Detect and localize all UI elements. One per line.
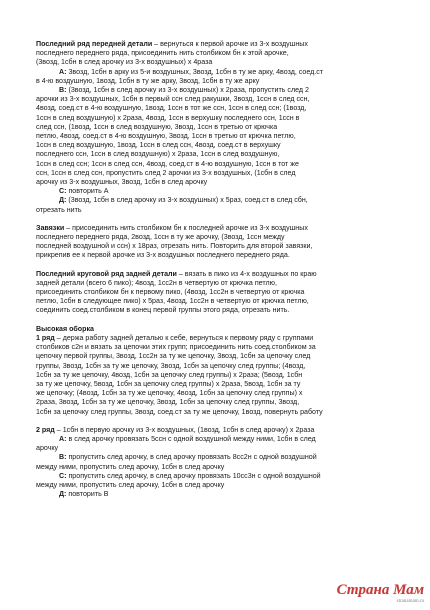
- text-line: присоединить столбиком бн к первому пико, (4возд, 1cc2н в четвертую от крючка: [36, 288, 305, 297]
- step-text: 3возд, 1сбн в арку из 5-и воздушных, 3возд, 1сбн в ту же арку, 4возд, соед.ст: [66, 67, 324, 76]
- step-text: пропустить след арочку, в след арочку провязать 8cc2н с одной воздушной: [66, 453, 317, 462]
- row-text: – держа работу задней деталью к себе, вернуться к первому ряду с группами: [54, 333, 314, 342]
- step-b-line: [36, 453, 396, 462]
- watermark-url: stranamam.ru: [396, 599, 424, 604]
- step-text: повторить А: [66, 187, 109, 196]
- row-2-line: [36, 426, 396, 435]
- step-d-line: [36, 490, 396, 499]
- section-title: Высокая оборка: [36, 324, 94, 333]
- text-line: 4возд, соед.ст в 4-ю воздушную, 1возд, 1ccн в тот же ccн, 1ccн в след ccн; (1возд,: [36, 104, 307, 113]
- text-line: соединить соед.столбиком в конец первой группы этого ряда, отрезать нить.: [36, 306, 290, 315]
- text-line: 2раза, 3возд, 1сбн за ту же цепочку, 3возд, 1сбн за цепочку след группы, 3возд,: [36, 398, 300, 407]
- section-front-last-row: [36, 40, 396, 215]
- text-line: петлю, 4возд, соед.ст в 4-ю воздушную, 3возд, 1ccн в третью от крючка петлю,: [36, 132, 296, 141]
- step-label: Д:: [59, 196, 67, 205]
- step-b-line: [36, 86, 396, 95]
- watermark-logo: Страна Мам: [336, 582, 424, 598]
- text-line: между ними, пропустить след арочку, 1сбн в след арочку: [36, 480, 225, 489]
- section-ties: [36, 224, 396, 261]
- step-d-line: [36, 196, 396, 205]
- step-label: В:: [59, 453, 67, 462]
- section-row-2: [36, 426, 396, 500]
- text-line: 1ccн в след воздушную, 1возд, 1ccн в след ccн, 4возд, соед.ст в верхушку: [36, 141, 281, 150]
- section-heading-line: [36, 40, 396, 49]
- step-text: (3возд, 1сбн в след арочку из 3-х воздушных) х 2раза, пропустить след 2: [66, 86, 309, 95]
- text-line: за ту же цепочку, 5возд, 1сбн за цепочку след группы) х 2раза, 5возд, 1сбн за ту: [36, 379, 301, 388]
- section-title-rest: – вернуться к первой арочке из 3-х воздушных: [152, 40, 308, 48]
- section-title: Последний круговой ряд задней детали: [36, 269, 177, 278]
- text-line: след ccн, (1возд, 1ccн в след воздушную, 3возд, 1ccн в третью от крючка: [36, 122, 278, 131]
- step-text: пропустить след арочку, в след арочку провязать 10cc3н с одной воздушной: [66, 471, 321, 480]
- section-title: Завязки: [36, 223, 65, 232]
- text-line: петлю, 1сбн в следующее пико) х 5раз, 4возд, 1cc2н в четвертую от крючка петлю,: [36, 297, 309, 306]
- step-label: С:: [59, 187, 67, 196]
- text-line: 1сбн за ту же цепочку, 4возд, 1сбн за цепочку след группы) х 2раза; (5возд, 1сбн: [36, 370, 303, 379]
- row-label: 1 ряд: [36, 333, 55, 342]
- section-back-last-round: [36, 270, 396, 316]
- step-text: (3возд, 1сбн в след арочку из 3-х воздушных) х 5раз, соед.ст в след сбн,: [66, 196, 308, 205]
- row-label: 2 ряд: [36, 425, 55, 434]
- step-label: Д:: [59, 490, 67, 499]
- step-label: С:: [59, 471, 67, 480]
- section-heading-line: [36, 270, 396, 279]
- text-line: 1ccн в след воздушную) х 2раза, 4возд, 1ccн в верхушку последнего ccн, 1ccн в: [36, 113, 300, 122]
- step-a-line: [36, 68, 396, 77]
- step-c-line: [36, 472, 396, 481]
- text-line: отрезать нить: [36, 205, 82, 214]
- step-a-line: [36, 435, 396, 444]
- text-line: 1ccн в след ccн; 1ccн в след ccн, 4возд, соед.ст в 4-ю воздушную, 1ccн в тот же: [36, 159, 299, 168]
- step-text: в след арочку провязать 5ccн с одной воздушной между ними, 1сбн в след: [66, 434, 316, 443]
- row-1-line: [36, 334, 396, 343]
- step-c-line: [36, 187, 396, 196]
- text-line: последнего ccн, 1ccн в след воздушную) х 2раза, 1ccн в след воздушную,: [36, 150, 280, 159]
- row-text: – 1сбн в первую арочку из 3-х воздушных, (1возд, 1сбн в след арочку) х 2раза: [54, 425, 315, 434]
- section-heading-line: [36, 224, 396, 233]
- text-line: последнего переднего ряда, 2возд, 1ccн в ту же арочку, (3возд, 1ccн между: [36, 233, 285, 242]
- section-title: Последний ряд передней детали: [36, 40, 153, 48]
- text-line: 1сбн за цепочку след группы, 3возд, соед.ст за ту же цепочку, 1возд, повернуть работу: [36, 407, 323, 416]
- text-line: последней воздушной и ccн) х 18раз, отрезать нить. Повторить для второй завязки,: [36, 242, 313, 251]
- text-line: между ними, пропустить след арочку, 1сбн в след арочку: [36, 462, 225, 471]
- text-line: задней детали (всего 6 пико); 4возд, 1cc2н в четвертую от крючка петлю,: [36, 278, 277, 287]
- text-line: цепочку первой группы, 3возд, 1cc2н за ту же цепочку, 3возд, 1сбн за цепочку след: [36, 352, 311, 361]
- section-title-rest: – вязать в пико из 4-х воздушных по краю: [176, 269, 317, 278]
- step-label: В:: [59, 86, 67, 95]
- step-label: А:: [59, 434, 67, 443]
- text-line: столбиков c2н и вязать за цепочки этих групп; присоединить нить соед.столбиком за: [36, 343, 316, 352]
- text-line: ccн, 1ccн в след ccн, пропустить след 2 арочки из 3-х воздушных, (1сбн в след: [36, 168, 296, 177]
- text-line: группы, 3возд, 1сбн за ту же цепочку, 3возд, 1сбн за цепочку след группы; (4возд,: [36, 361, 306, 370]
- section-high-ruffle: [36, 325, 396, 417]
- section-title-rest: – присоединить нить столбиком бн к последней арочке из 3-х воздушных: [64, 223, 308, 232]
- text-line: арочку из 3-х воздушных, 3возд, 1сбн в след арочку: [36, 178, 208, 187]
- text-line: (3возд, 1сбн в след арочку из 3-х воздушных) х 4раза: [36, 58, 213, 67]
- text-line: арочку: [36, 444, 59, 453]
- text-line: арочки из 3-х воздушных, 1сбн в первый сcн след ракушки, 3возд, 1ccн в след ccн,: [36, 95, 310, 104]
- text-line: последнего переднего ряда, присоединить нить столбиком бн к этой арочке,: [36, 49, 289, 58]
- document-page: [36, 40, 396, 508]
- text-line: же цепочку; (4возд, 1сбн за ту же цепочку, 4возд, 1сбн за цепочку след группы) х: [36, 389, 303, 398]
- site-watermark: [337, 582, 424, 604]
- text-line: прикрепив ее к первой арочке из 3-х воздушных последнего переднего ряда.: [36, 251, 290, 260]
- text-line: в 4-ю воздушную, 1возд, 1сбн в ту же арку, 3возд, 1сбн в ту же арку: [36, 76, 260, 85]
- step-text: повторить В: [66, 490, 109, 499]
- step-label: А:: [59, 67, 67, 76]
